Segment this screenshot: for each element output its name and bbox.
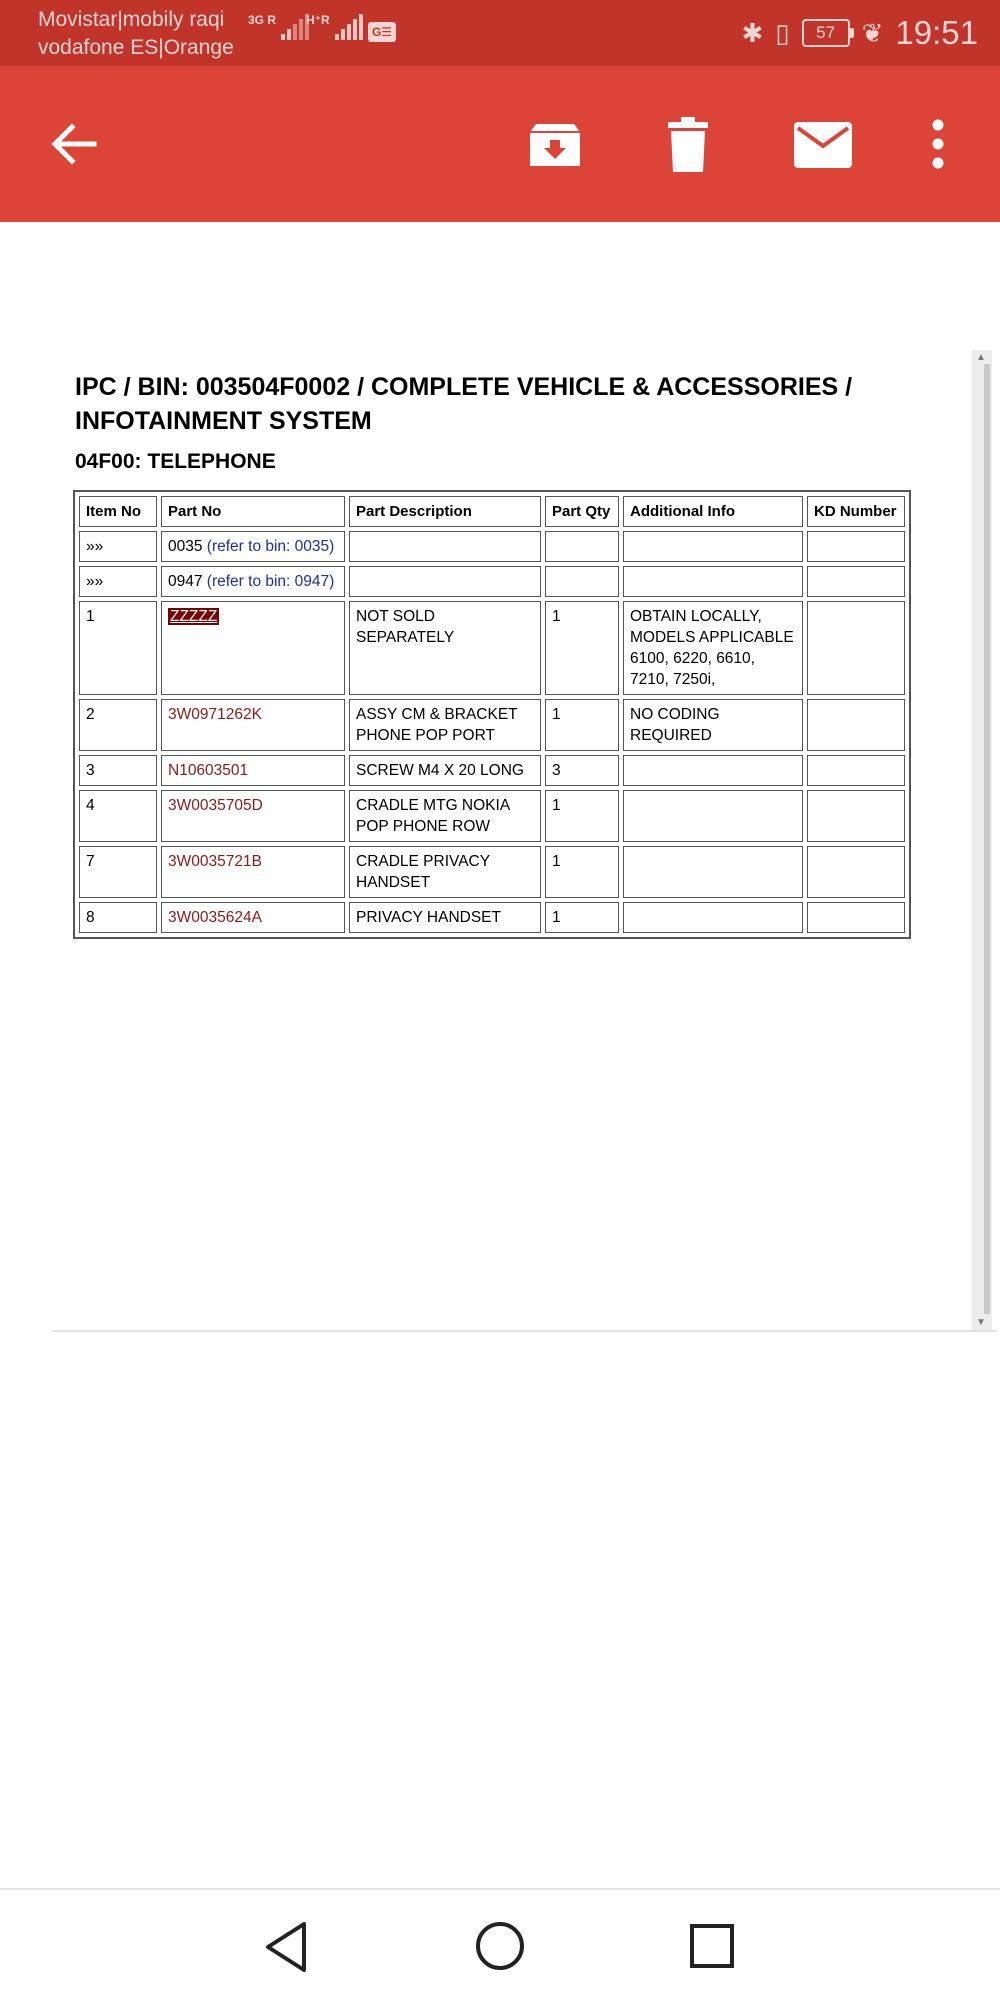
item-no: 8 — [79, 902, 157, 933]
table-row — [79, 566, 905, 597]
part-description: SCREW M4 X 20 LONG — [349, 755, 541, 786]
part-qty: 1 — [545, 790, 619, 842]
table-row — [79, 755, 905, 786]
part-no-link[interactable]: 3W0035624A — [168, 909, 262, 926]
carrier-line-1: Movistar|mobily raqi — [38, 8, 225, 31]
carrier-line-2: vodafone ES|Orange — [38, 36, 234, 59]
col-header-part-qty: Part Qty — [545, 496, 619, 527]
table-header-row — [79, 496, 905, 527]
recents-square-icon[interactable] — [688, 1922, 736, 1970]
bluetooth-icon: ✱ — [741, 17, 764, 48]
item-no: »» — [79, 531, 157, 562]
part-description: NOT SOLD SEPARATELY — [349, 601, 541, 695]
page-title: IPC / BIN: 003504F0002 / COMPLETE VEHICLE & ACCESSORIES / INFOTAINMENT SYSTEM — [75, 373, 853, 435]
col-header-part-no: Part No — [161, 496, 345, 527]
content-divider — [52, 1330, 997, 1332]
leaf-icon: ❦ — [861, 17, 884, 48]
item-no: 7 — [79, 846, 157, 898]
table-row — [79, 790, 905, 842]
parts-table — [73, 490, 911, 939]
signal-h-label: H⁺R — [306, 13, 330, 27]
refer-to-bin-link[interactable]: (refer to bin: 0035) — [206, 538, 335, 555]
part-description: CRADLE PRIVACY HANDSET — [349, 846, 541, 898]
vibrate-icon: ▯ — [775, 17, 790, 48]
col-header-kd-number: KD Number — [807, 496, 905, 527]
back-triangle-icon[interactable] — [262, 1920, 312, 1974]
part-no-link[interactable]: 3W0971262K — [168, 706, 262, 723]
part-no-link[interactable]: ZZZZZ — [170, 608, 218, 625]
kd-number — [807, 699, 905, 751]
scroll-down-icon[interactable]: ▼ — [976, 1317, 986, 1328]
carrier-info — [38, 6, 234, 62]
table-row — [79, 601, 905, 695]
part-no-cell — [161, 755, 345, 786]
part-qty: 1 — [545, 699, 619, 751]
additional-info — [623, 531, 803, 562]
part-qty — [545, 531, 619, 562]
refer-to-bin-link[interactable]: (refer to bin: 0947) — [206, 573, 335, 590]
col-header-part-description: Part Description — [349, 496, 541, 527]
table-row — [79, 531, 905, 562]
clock: 19:51 — [895, 14, 978, 51]
navigation-bar — [0, 1888, 1000, 2002]
part-no-link[interactable]: 3W0035705D — [168, 797, 263, 814]
additional-info — [623, 755, 803, 786]
part-description — [349, 531, 541, 562]
more-vert-icon[interactable] — [928, 118, 948, 170]
table-row — [79, 699, 905, 751]
kd-number — [807, 755, 905, 786]
message-body — [52, 350, 992, 1330]
status-bar — [0, 0, 1000, 66]
additional-info — [623, 566, 803, 597]
delete-icon[interactable] — [666, 116, 710, 174]
part-description: PRIVACY HANDSET — [349, 902, 541, 933]
part-no-link[interactable]: N10603501 — [168, 762, 249, 779]
part-description: ASSY CM & BRACKET PHONE POP PORT — [349, 699, 541, 751]
kd-number — [807, 790, 905, 842]
part-description — [349, 566, 541, 597]
part-no-cell — [161, 790, 345, 842]
bin-code: 0947 — [168, 573, 203, 590]
table-row — [79, 846, 905, 898]
item-no: »» — [79, 566, 157, 597]
col-header-additional-info: Additional Info — [623, 496, 803, 527]
table-row — [79, 902, 905, 933]
part-no-link[interactable]: 3W0035721B — [168, 853, 262, 870]
part-no-cell — [161, 601, 345, 695]
signal-3g-label: 3G R — [248, 13, 277, 27]
signal-3g-icon — [248, 14, 309, 40]
part-qty: 1 — [545, 846, 619, 898]
part-no-cell — [161, 846, 345, 898]
mail-icon[interactable] — [794, 122, 852, 168]
additional-info — [623, 902, 803, 933]
additional-info — [623, 790, 803, 842]
part-qty: 3 — [545, 755, 619, 786]
ge-icon: G☰ — [368, 22, 396, 42]
additional-info: OBTAIN LOCALLY, MODELS APPLICABLE 6100, 6220, 6610, 7210, 7250i, — [623, 601, 803, 695]
kd-number — [807, 601, 905, 695]
additional-info: NO CODING REQUIRED — [623, 699, 803, 751]
kd-number — [807, 902, 905, 933]
part-qty — [545, 566, 619, 597]
part-no-cell — [161, 902, 345, 933]
part-no-cell — [161, 699, 345, 751]
item-no: 3 — [79, 755, 157, 786]
kd-number — [807, 566, 905, 597]
signal-h-icon — [306, 14, 363, 40]
scroll-up-icon[interactable]: ▲ — [976, 352, 986, 363]
app-toolbar — [0, 66, 1000, 222]
bin-code: 0035 — [168, 538, 203, 555]
battery-icon: 57 — [802, 19, 850, 47]
part-qty: 1 — [545, 601, 619, 695]
kd-number — [807, 531, 905, 562]
kd-number — [807, 846, 905, 898]
part-no-cell — [161, 531, 345, 562]
vertical-scrollbar[interactable] — [972, 350, 992, 1330]
part-qty: 1 — [545, 902, 619, 933]
archive-icon[interactable] — [528, 118, 582, 172]
scrollbar-thumb[interactable] — [984, 364, 990, 1314]
section-title: 04F00: TELEPHONE — [75, 450, 276, 473]
home-circle-icon[interactable] — [474, 1920, 526, 1972]
part-no-cell — [161, 566, 345, 597]
item-no: 4 — [79, 790, 157, 842]
col-header-item-no: Item No — [79, 496, 157, 527]
back-arrow-icon[interactable] — [48, 118, 100, 170]
additional-info — [623, 846, 803, 898]
part-description: CRADLE MTG NOKIA POP PHONE ROW — [349, 790, 541, 842]
item-no: 2 — [79, 699, 157, 751]
item-no: 1 — [79, 601, 157, 695]
